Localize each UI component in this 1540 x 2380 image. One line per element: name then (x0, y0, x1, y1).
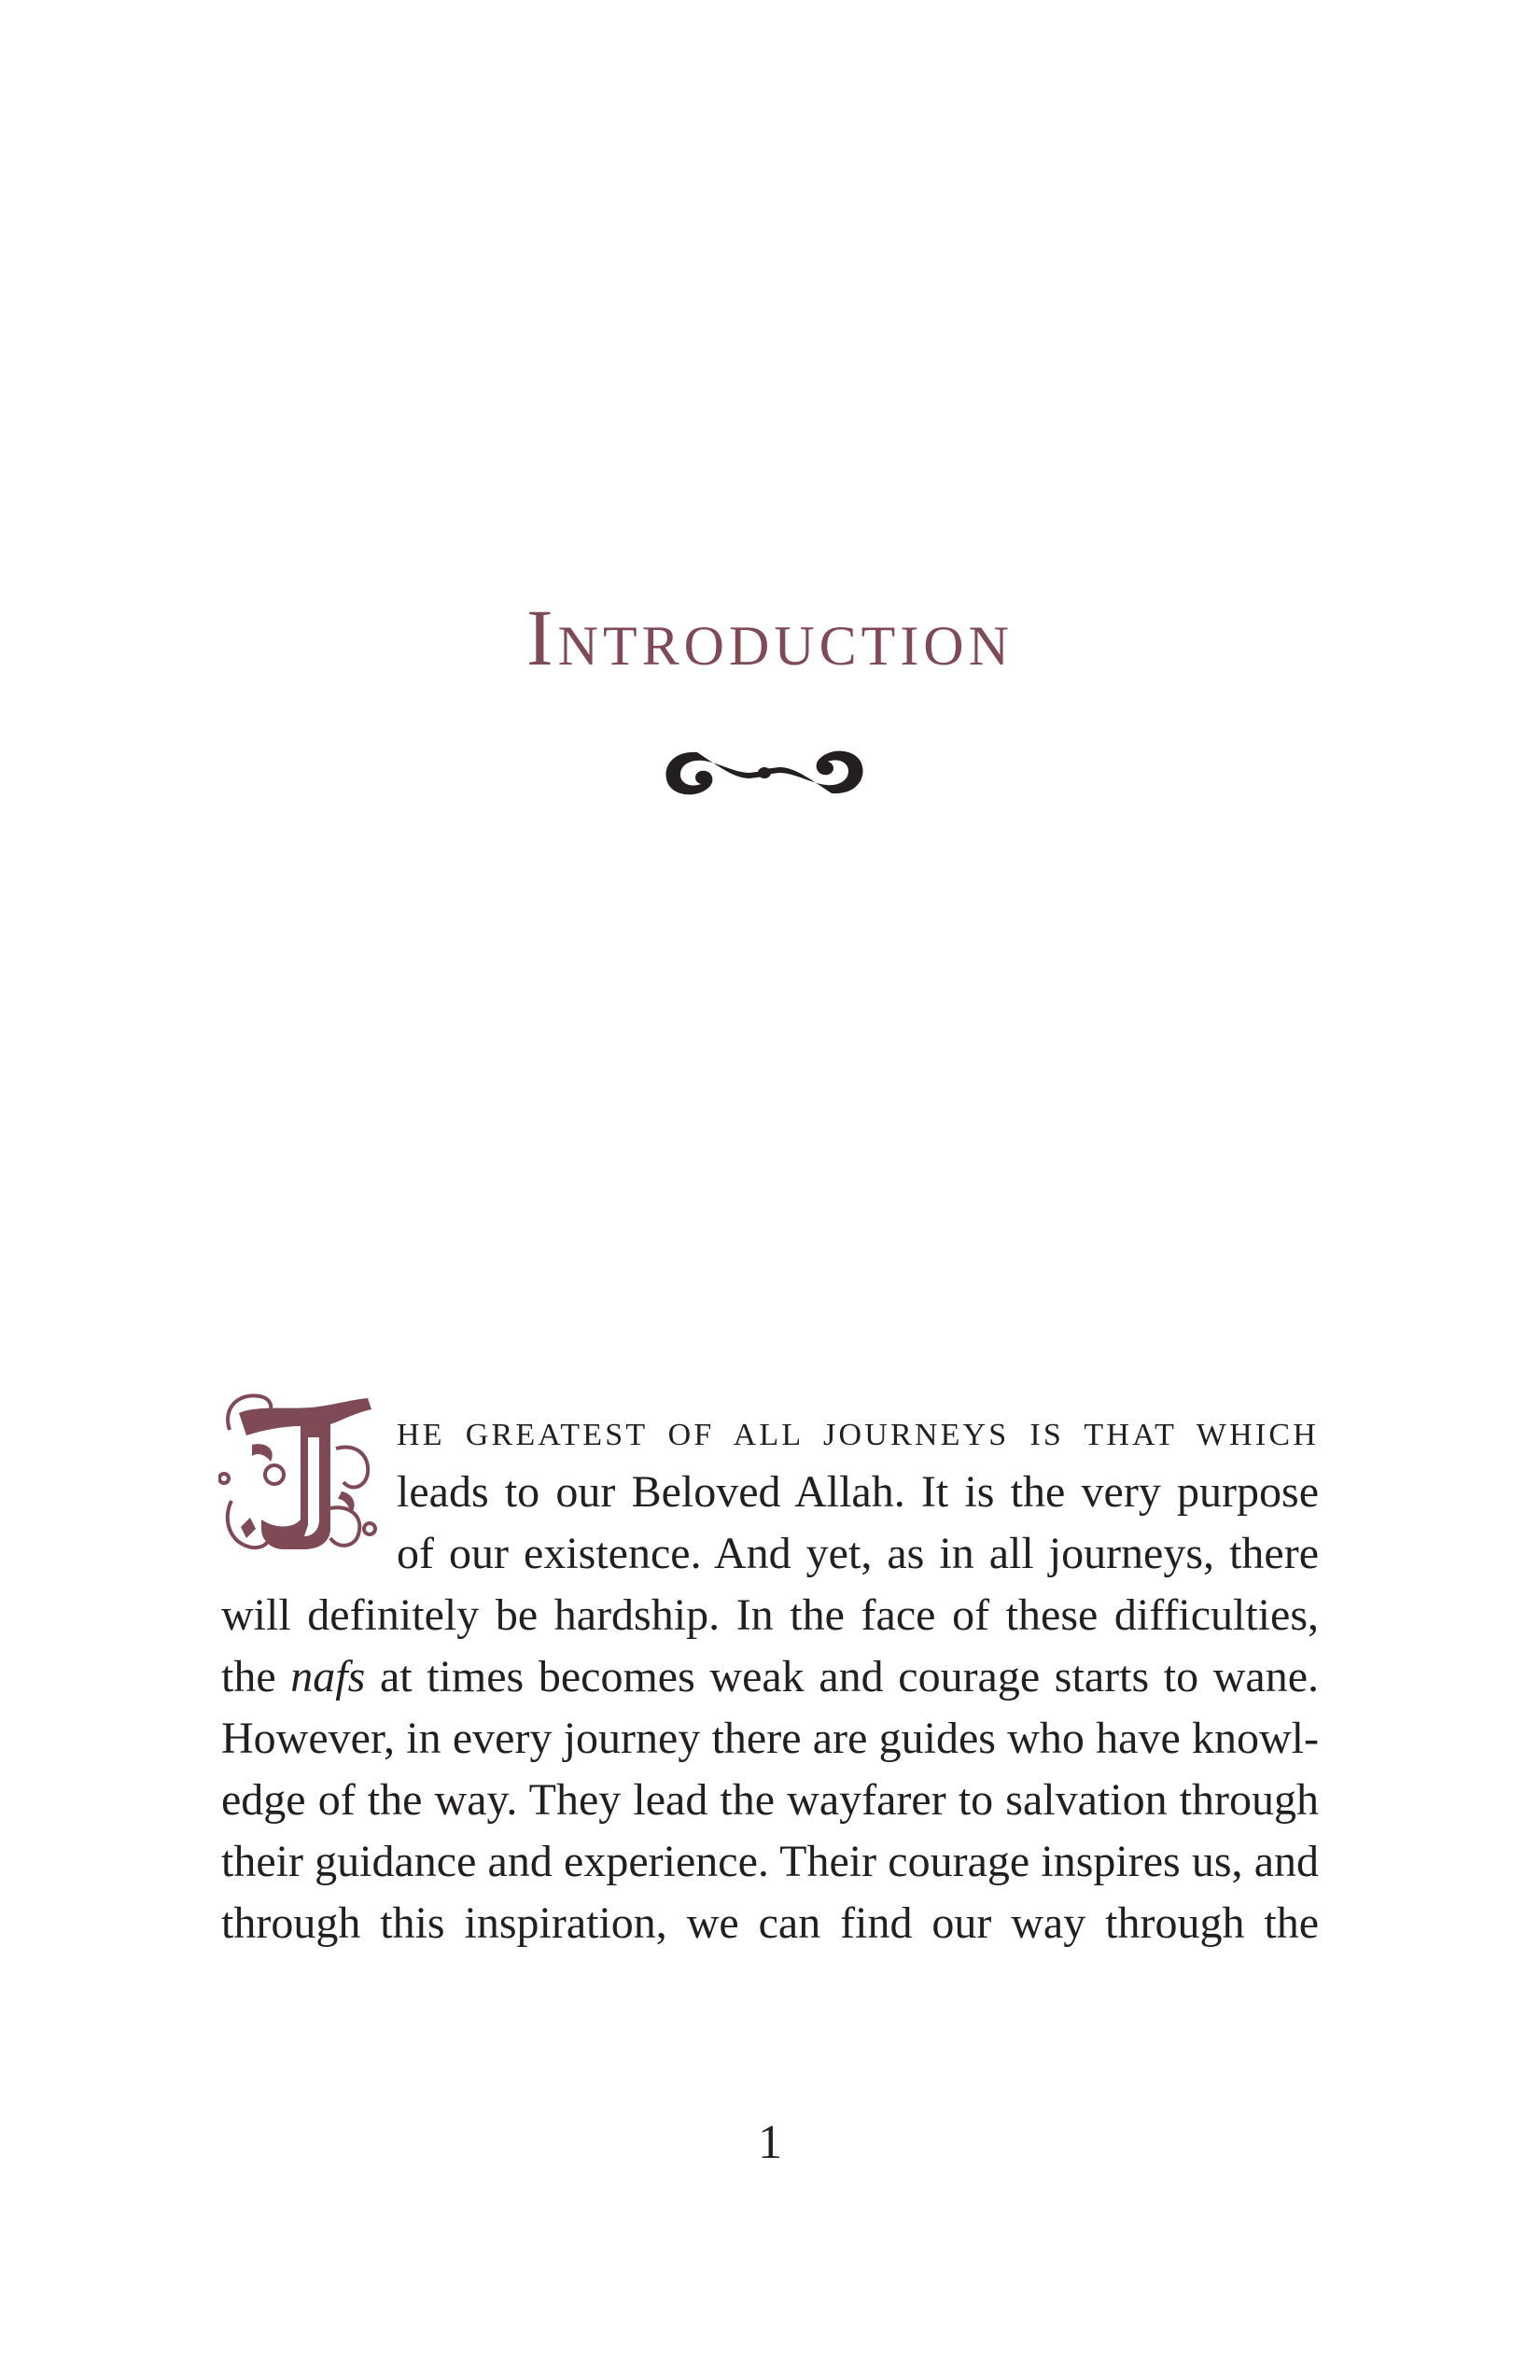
italic-term: nafs (290, 1652, 366, 1701)
text-line: edge of the way. They lead the wayfarer to salvation through (221, 1775, 1319, 1825)
small-caps-lead: HE GREATEST OF ALL JOURNEYS IS THAT WHICH (397, 1418, 1319, 1452)
text-line: through this inspiration, we can find our way through the (221, 1898, 1319, 1948)
text-segment: the (221, 1652, 276, 1701)
text-segment: at times becomes weak and courage starts to wane. (379, 1652, 1319, 1701)
chapter-title: Introduction (526, 593, 1014, 682)
text-line: will definitely be hardship. In the face of these difficulties, (221, 1590, 1319, 1640)
text-line: their guidance and experience. Their courage inspires us, and (221, 1837, 1319, 1886)
scroll-flourish-icon (656, 743, 873, 803)
text-line: leads to our Beloved Allah. It is the very purpose (397, 1467, 1319, 1517)
text-line (221, 1400, 1319, 1462)
page-number: 1 (758, 2116, 782, 2169)
text-line: of our existence. And yet, as in all journeys, there (397, 1529, 1319, 1578)
text-line (221, 1646, 1319, 1708)
text-line: However, in every journey there are guides who have knowl- (221, 1714, 1319, 1763)
intro-paragraph (221, 1400, 1319, 1954)
